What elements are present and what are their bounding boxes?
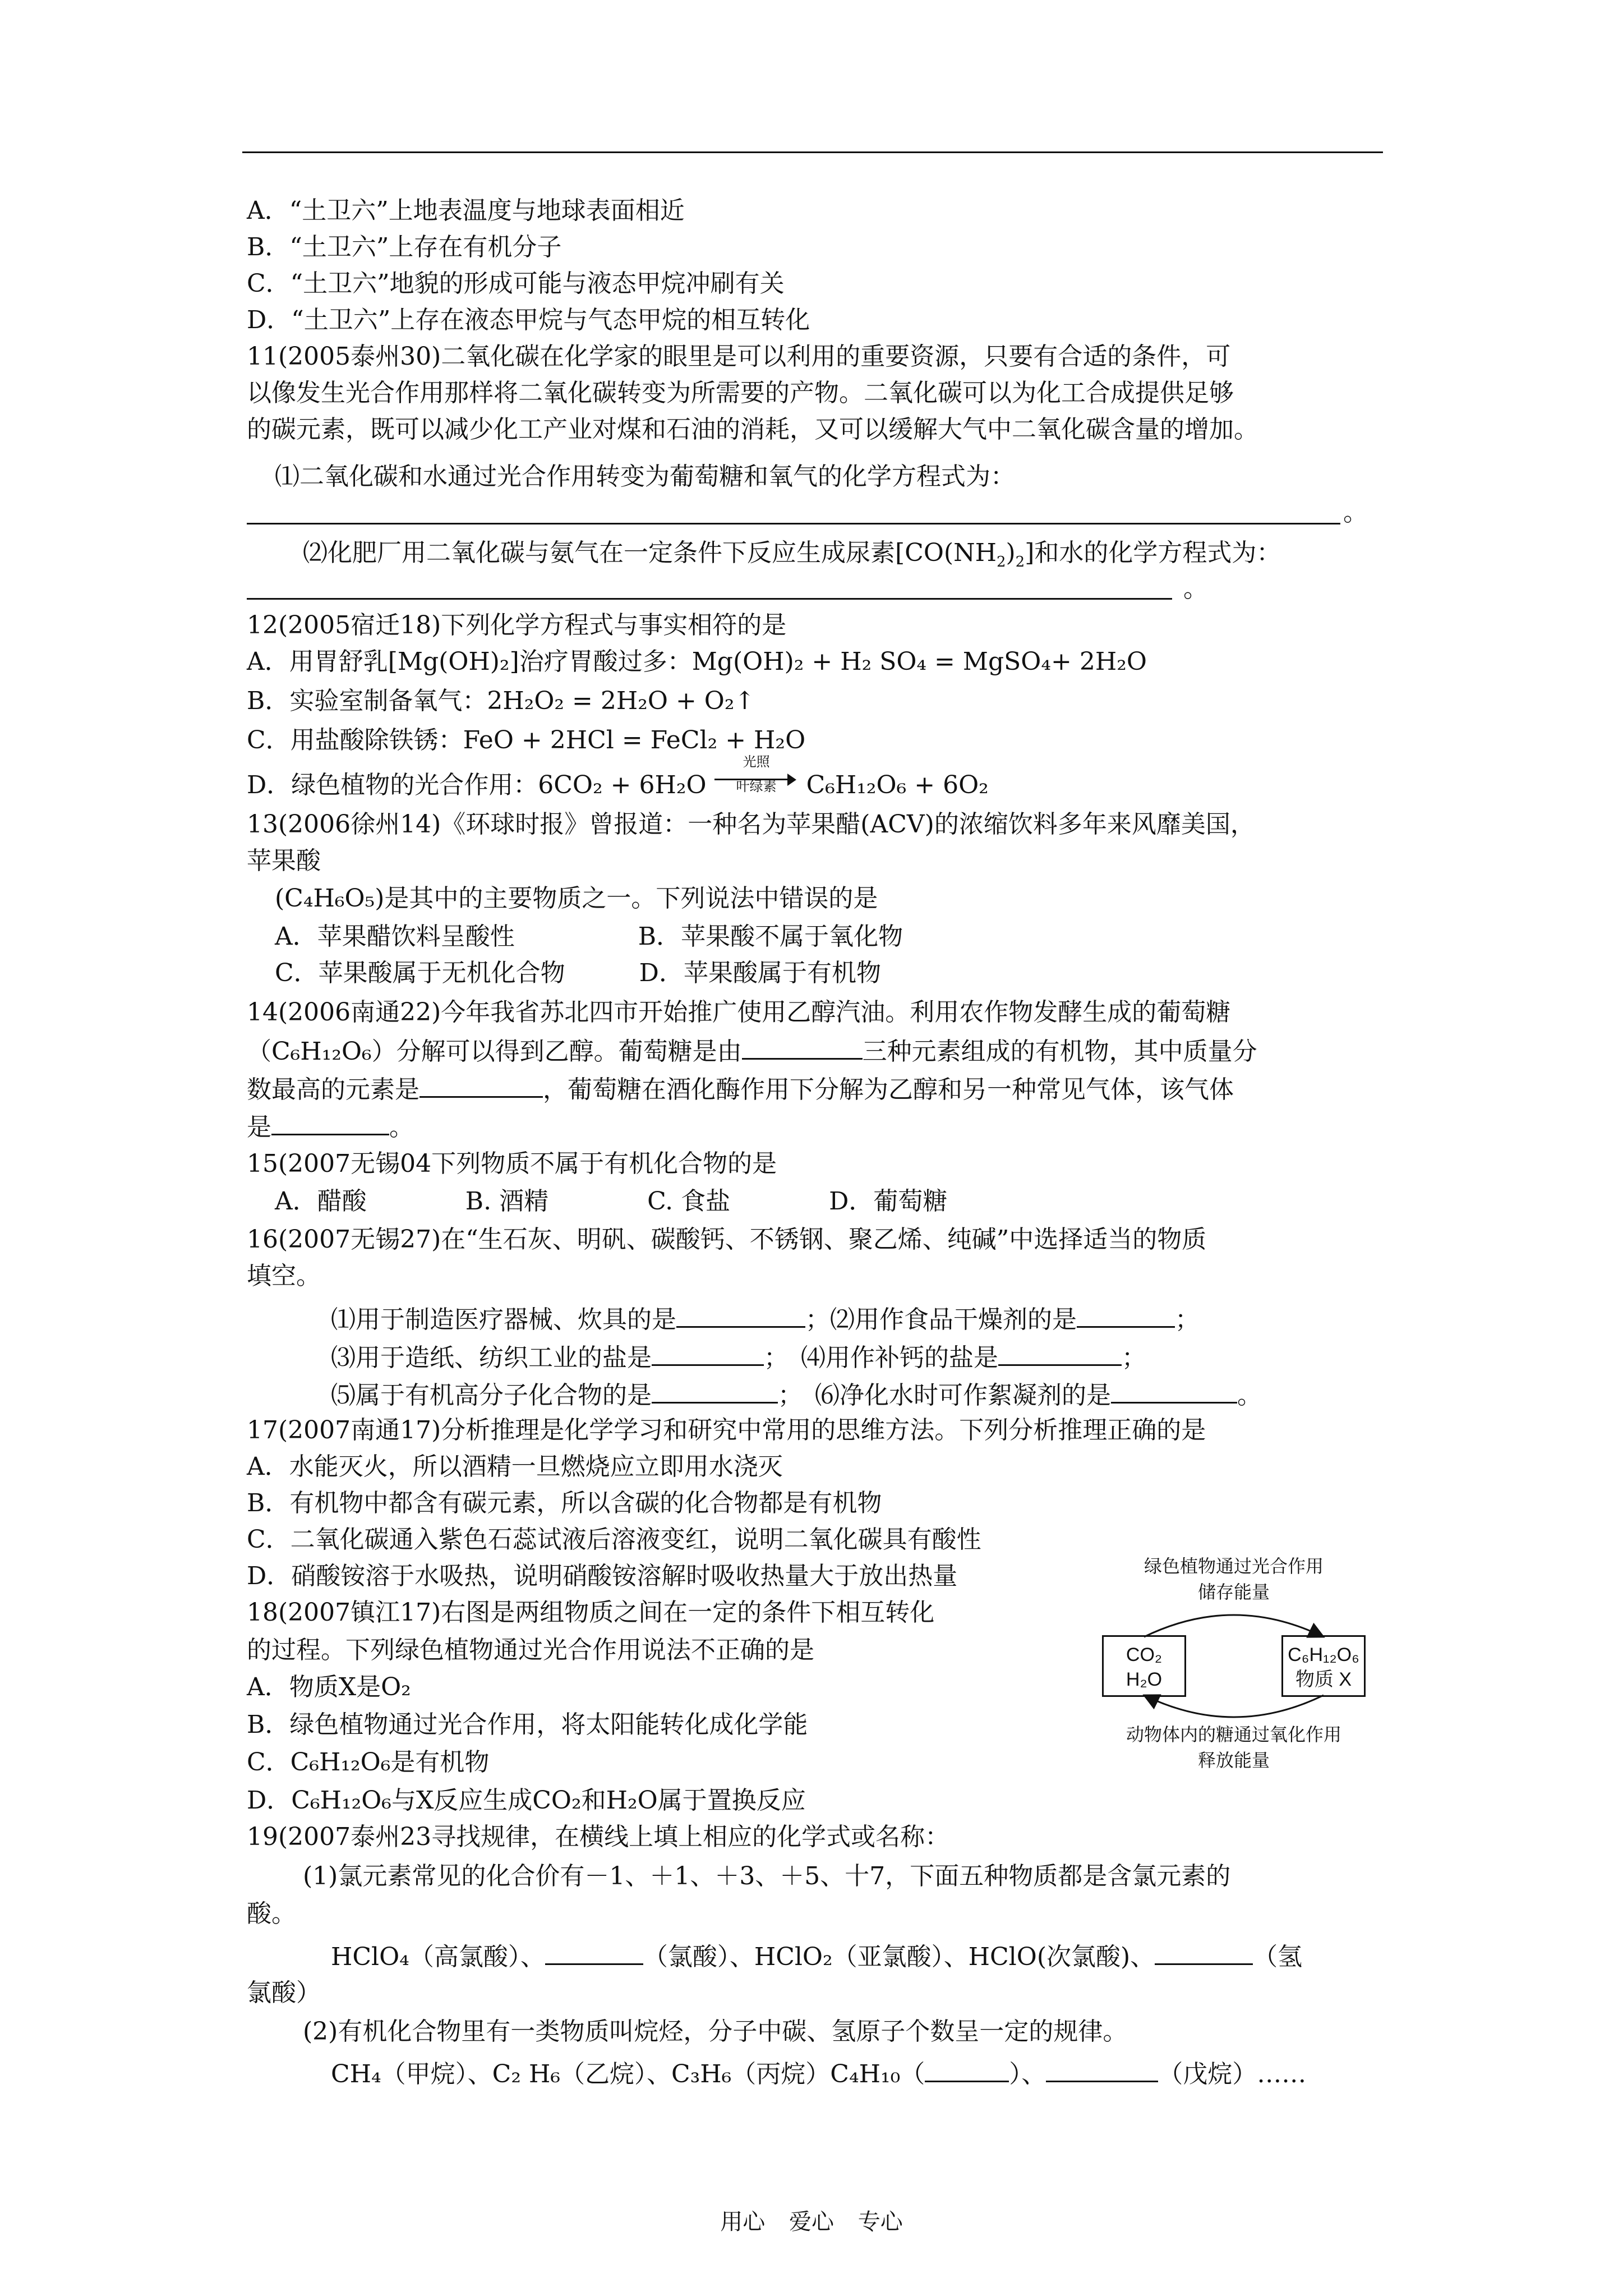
diagram-top-caption: 储存能量 — [1197, 1581, 1270, 1603]
question-14-stem: 14(2006南通22)今年我省苏北四市开始推广使用乙醇汽油。利用农作物发酵生成的葡萄糖 — [247, 998, 1231, 1027]
answer-blank[interactable] — [998, 1340, 1122, 1366]
answer-blank[interactable] — [247, 598, 1172, 600]
reactant-box: CO₂ H₂O — [1102, 1635, 1186, 1697]
answer-blank[interactable] — [1111, 1377, 1237, 1404]
answer-blank[interactable] — [742, 1033, 863, 1060]
option-text: A．“土卫六”上地表温度与地球表面相近 — [247, 196, 685, 225]
question-15-stem: 15(2007无锡04下列物质不属于有机化合物的是 — [247, 1149, 777, 1178]
option-text: D．硝酸铵溶于水吸热，说明硝酸铵溶解时吸收热量大于放出热量 — [247, 1562, 958, 1590]
reaction-arrow: 光照 叶绿素 — [714, 769, 799, 793]
answer-blank[interactable] — [545, 1939, 643, 1965]
product-box: C₆H₁₂O₆ 物质 X — [1281, 1635, 1366, 1697]
diagram-top-caption: 绿色植物通过光合作用 — [1144, 1556, 1324, 1577]
question-19-part-2: CH₄（甲烷）、C₂ H₆（乙烷）、C₃H₆（丙烷）C₄H₁₀（ ）、 （戊烷）…… — [331, 2056, 1306, 2091]
option-text: B．绿色植物通过光合作用，将太阳能转化成化学能 — [247, 1710, 808, 1739]
answer-blank[interactable] — [925, 2056, 1009, 2082]
question-11-stem: 以像发生光合作用那样将二氧化碳转变为所需要的产物。二氧化碳可以为化工合成提供足够 — [247, 379, 1234, 407]
question-18-stem: 18(2007镇江17)右图是两组物质之间在一定的条件下相互转化 — [247, 1598, 935, 1627]
question-12-stem: 12(2005宿迁18)下列化学方程式与事实相符的是 — [247, 611, 787, 639]
question-16-stem: 填空。 — [247, 1262, 321, 1290]
answer-blank[interactable] — [1046, 2056, 1158, 2082]
option-text: B．“土卫六”上存在有机分子 — [247, 233, 562, 261]
option-text: A．用胃舒乳[Mg(OH)₂]治疗胃酸过多：Mg(OH)₂ + H₂ SO₄ = MgSO₄+ 2H₂O — [247, 647, 1147, 676]
answer-blank[interactable] — [247, 523, 1340, 524]
page-footer: 用心 爱心 专心 — [720, 2209, 903, 2235]
question-17-stem: 17(2007南通17)分析推理是化学学习和研究中常用的思维方法。下列分析推理正确的是 — [247, 1416, 1206, 1444]
diagram-bottom-caption: 动物体内的糖通过氧化作用 — [1126, 1724, 1341, 1745]
option-text: B．实验室制备氧气：2H₂O₂ = 2H₂O + O₂↑ — [247, 687, 755, 715]
question-16-row: ⑶用于造纸、纺织工业的盐是 ； ⑷用作补钙的盐是 ； — [331, 1340, 1146, 1375]
answer-blank[interactable] — [271, 1109, 389, 1135]
period: 。 — [1343, 498, 1368, 527]
option-text: D．绿色植物的光合作用：6CO₂ + 6H₂O 光照 叶绿素 C₆H₁₂O₆ + 6O₂ — [247, 754, 989, 799]
answer-blank[interactable] — [419, 1071, 543, 1098]
answer-blank[interactable] — [652, 1340, 764, 1366]
question-13-stem: 13(2006徐州14)《环球时报》曾报道：一种名为苹果醋(ACV)的浓缩饮料多年来风靡美国， — [247, 810, 1255, 839]
question-16-row: ⑴用于制造医疗器械、炊具的是 ；⑵用作食品干燥剂的是 ； — [331, 1301, 1200, 1337]
option-text: B．有机物中都含有碳元素，所以含碳的化合物都是有机物 — [247, 1489, 882, 1517]
option-text: C．二氧化碳通入紫色石蕊试液后溶液变红，说明二氧化碳具有酸性 — [247, 1525, 981, 1554]
question-19-part-2: (2)有机化合物里有一类物质叫烷烃，分子中碳、氢原子个数呈一定的规律。 — [303, 2017, 1128, 2046]
question-14-stem: 数最高的元素是 ，葡萄糖在酒化酶作用下分解为乙醇和另一种常见气体，该气体 — [247, 1071, 1234, 1107]
answer-blank[interactable] — [1155, 1939, 1253, 1965]
question-11-stem: 的碳元素，既可以减少化工产业对煤和石油的消耗，又可以缓解大气中二氧化碳含量的增加。 — [247, 415, 1258, 444]
question-18-stem: 的过程。下列绿色植物通过光合作用说法不正确的是 — [247, 1636, 814, 1664]
question-11-part-1: ⑴二氧化碳和水通过光合作用转变为葡萄糖和氧气的化学方程式为： — [275, 462, 1015, 491]
diagram-bottom-caption: 释放能量 — [1197, 1750, 1270, 1771]
option-text: A．苹果醋饮料呈酸性 B．苹果酸不属于氧化物 — [275, 922, 903, 951]
option-text: A．物质X是O₂ — [247, 1673, 411, 1701]
answer-blank[interactable] — [652, 1377, 778, 1404]
question-16-stem: 16(2007无锡27)在“生石灰、明矾、碳酸钙、不锈钢、聚乙烯、纯碱”中选择适当的物质 — [247, 1225, 1207, 1254]
question-19-part-1: (1)氯元素常见的化合价有－1、＋1、＋3、＋5、十7，下面五种物质都是含氯元素的 — [303, 1862, 1231, 1890]
question-19-part-1: 酸。 — [247, 1899, 296, 1928]
option-text: D．“土卫六”上存在液态甲烷与气态甲烷的相互转化 — [247, 306, 810, 334]
question-13-stem: 苹果酸 — [247, 846, 321, 875]
answer-blank[interactable] — [1077, 1301, 1175, 1328]
question-19-stem: 19(2007泰州23寻找规律，在横线上填上相应的化学式或名称： — [247, 1823, 950, 1851]
question-19-part-1: 氯酸） — [247, 1978, 321, 2007]
question-11-part-2: ⑵化肥厂用二氧化碳与氨气在一定条件下反应生成尿素$[CO(NH_2)_2]$和水的化学方程式为： — [303, 539, 1281, 570]
option-text: C．C₆H₁₂O₆是有机物 — [247, 1748, 490, 1777]
option-text: D．C₆H₁₂O₆与X反应生成CO₂和H₂O属于置换反应 — [247, 1786, 806, 1815]
answer-blank[interactable] — [676, 1301, 805, 1328]
question-14-stem: 是 。 — [247, 1109, 414, 1144]
option-text: A．水能灭火，所以酒精一旦燃烧应立即用水浇灭 — [247, 1452, 783, 1481]
option-text: C．“土卫六”地貌的形成可能与液态甲烷冲刷有关 — [247, 269, 785, 298]
header-rule — [242, 151, 1383, 153]
period: 。 — [1183, 574, 1208, 603]
question-19-part-1: HClO₄（高氯酸）、 （氯酸）、HClO₂（亚氯酸）、HClO(次氯酸)、 （氢 — [331, 1939, 1302, 1974]
question-16-row: ⑸属于有机高分子化合物的是 ； ⑹净化水时可作絮凝剂的是 。 — [331, 1377, 1262, 1412]
question-13-stem: (C₄H₆O₅)是其中的主要物质之一。下列说法中错误的是 — [275, 884, 878, 913]
option-text: A．醋酸 B. 酒精 C. 食盐 D．葡萄糖 — [275, 1187, 948, 1216]
option-text: C．苹果酸属于无机化合物 D．苹果酸属于有机物 — [275, 959, 881, 987]
question-11-stem: 11(2005泰州30)二氧化碳在化学家的眼里是可以利用的重要资源，只要有合适的条件，可 — [247, 342, 1231, 371]
conversion-diagram — [1088, 1554, 1380, 1801]
question-14-stem: （C₆H₁₂O₆）分解可以得到乙醇。葡萄糖是由 三种元素组成的有机物，其中质量分 — [247, 1033, 1257, 1069]
option-text: C．用盐酸除铁锈：FeO + 2HCl = FeCl₂ + H₂O — [247, 726, 806, 754]
